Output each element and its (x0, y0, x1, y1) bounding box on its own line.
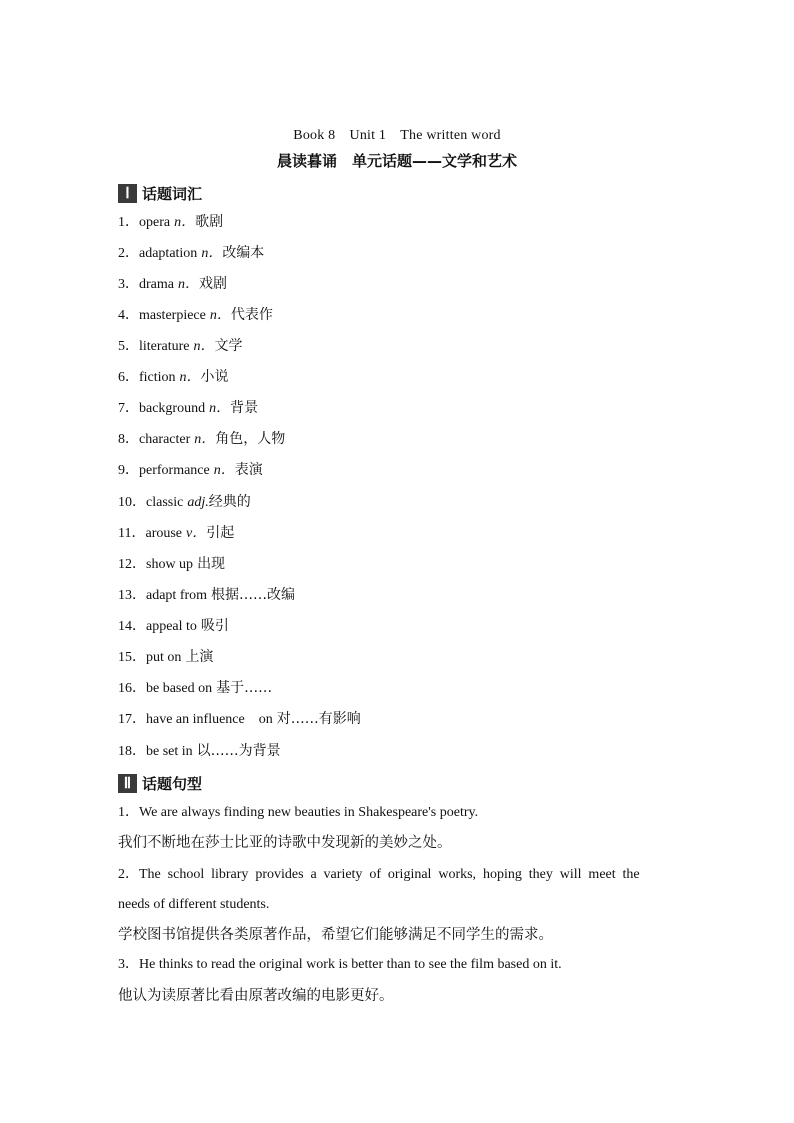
vocab-meaning: 根据……改编 (211, 587, 296, 603)
vocab-index: 7． (118, 401, 139, 416)
section-label: 话题词汇 (142, 184, 203, 203)
vocab-pos: n． (213, 463, 235, 478)
section-heading-vocabulary (118, 183, 202, 203)
sentence-english: 3．He thinks to read the original work is better than to see the film based on it. (118, 957, 562, 972)
vocab-index: 13． (118, 588, 146, 603)
vocab-pos: adj. (187, 495, 209, 510)
vocab-pos: n． (201, 246, 223, 261)
vocab-index: 5． (118, 339, 139, 354)
sentence-chinese: 我们不断地在莎士比亚的诗歌中发现新的美妙之处。 (118, 835, 452, 851)
sentence-chinese: 学校图书馆提供各类原著作品，希望它们能够满足不同学生的需求。 (118, 927, 553, 943)
vocab-word: opera (139, 215, 171, 230)
vocab-word: drama (139, 277, 174, 292)
vocab-index: 11． (118, 526, 146, 541)
vocab-item (118, 585, 295, 605)
vocab-word: put on (146, 650, 182, 665)
vocab-word: background (139, 401, 206, 416)
vocab-item (118, 523, 234, 543)
vocab-item (118, 367, 229, 387)
vocab-meaning: 歌剧 (195, 214, 224, 230)
vocab-item (118, 274, 227, 294)
vocab-word: adaptation (139, 246, 198, 261)
vocab-pos: n． (209, 308, 231, 323)
vocab-index: 9． (118, 463, 139, 478)
vocab-item (118, 709, 361, 729)
vocab-meaning: 小说 (200, 369, 229, 385)
vocab-meaning: 吸引 (200, 618, 229, 634)
vocab-pos: n． (193, 339, 215, 354)
vocab-index: 12． (118, 557, 146, 572)
vocab-item (118, 429, 285, 449)
vocab-meaning: 角色，人物 (215, 431, 286, 447)
vocab-word: fiction (139, 370, 176, 385)
vocab-item (118, 554, 225, 574)
vocab-meaning: 经典的 (208, 494, 251, 510)
vocab-meaning: 引起 (206, 525, 235, 541)
vocab-index: 15． (118, 650, 146, 665)
vocab-item (118, 678, 272, 698)
vocab-meaning: 背景 (230, 400, 259, 416)
vocab-meaning: 以……为背景 (196, 743, 281, 759)
vocab-index: 17． (118, 712, 146, 727)
vocab-word: performance (139, 463, 210, 478)
vocab-item (118, 616, 229, 636)
vocab-item (118, 305, 273, 325)
page-title: Book 8 Unit 1 The written word (293, 128, 501, 143)
vocab-word: have an influence on (146, 712, 273, 727)
vocab-item (118, 336, 243, 356)
vocab-meaning: 改编本 (222, 245, 265, 261)
vocab-word: character (139, 432, 191, 447)
vocab-index: 6． (118, 370, 139, 385)
vocab-index: 1． (118, 215, 139, 230)
vocab-word: show up (146, 557, 194, 572)
vocab-item (118, 398, 258, 418)
sentence-chinese: 他认为读原著比看由原著改编的电影更好。 (118, 988, 394, 1004)
vocab-word: be based on (146, 681, 213, 696)
vocab-pos: n． (179, 370, 201, 385)
sentence-english-continued: needs of different students. (118, 897, 270, 912)
vocab-item (118, 460, 263, 480)
section-number-badge: Ⅰ (118, 184, 137, 203)
vocab-index: 14． (118, 619, 146, 634)
vocab-pos: n． (194, 432, 216, 447)
vocab-meaning: 出现 (197, 556, 226, 572)
vocab-meaning: 代表作 (230, 307, 273, 323)
vocab-word: literature (139, 339, 190, 354)
vocab-item (118, 492, 251, 512)
vocab-index: 3． (118, 277, 139, 292)
vocab-word: classic (146, 495, 184, 510)
vocab-item (118, 212, 223, 232)
vocab-meaning: 上演 (185, 649, 214, 665)
vocab-item (118, 243, 264, 263)
vocab-word: masterpiece (139, 308, 206, 323)
vocab-meaning: 对……有影响 (276, 711, 361, 727)
vocab-meaning: 表演 (234, 462, 263, 478)
vocab-word: arouse (145, 526, 183, 541)
vocab-item (118, 647, 213, 667)
vocab-word: be set in (146, 744, 193, 759)
vocab-meaning: 戏剧 (198, 276, 227, 292)
page-subtitle: 晨读暮诵 单元话题——文学和艺术 (276, 152, 517, 170)
vocab-meaning: 文学 (214, 338, 243, 354)
section-heading-sentences (118, 773, 202, 793)
sentence-english: 1．We are always finding new beauties in Shakespeare's poetry. (118, 805, 479, 820)
vocab-meaning: 基于…… (216, 680, 273, 696)
vocab-index: 8． (118, 432, 139, 447)
vocab-pos: v． (186, 526, 207, 541)
vocab-index: 10． (118, 495, 146, 510)
vocab-pos: n． (174, 215, 196, 230)
vocab-item (118, 741, 281, 761)
vocab-index: 18． (118, 744, 146, 759)
vocab-pos: n． (177, 277, 199, 292)
vocab-index: 16． (118, 681, 146, 696)
vocab-word: appeal to (146, 619, 197, 634)
vocab-index: 4． (118, 308, 139, 323)
vocab-pos: n． (209, 401, 231, 416)
vocab-word: adapt from (146, 588, 208, 603)
section-number-badge: Ⅱ (118, 774, 137, 793)
vocab-index: 2． (118, 246, 139, 261)
section-label: 话题句型 (142, 774, 203, 793)
sentence-english: 2．The school library provides a variety of original works, hoping they will meet the (118, 867, 640, 882)
